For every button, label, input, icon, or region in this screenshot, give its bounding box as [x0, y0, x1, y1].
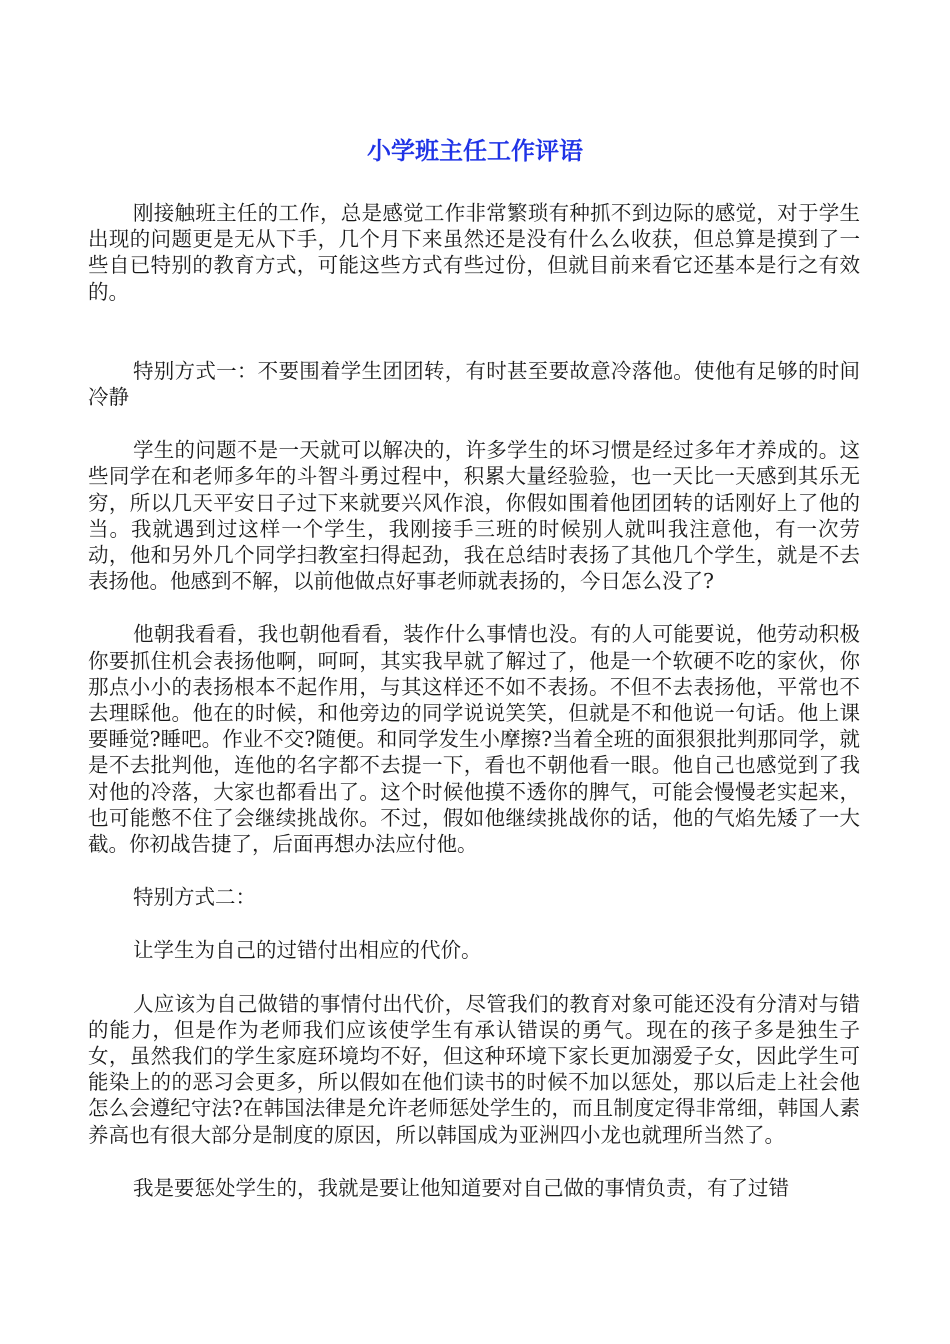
document-body [88, 200, 860, 1201]
paragraph: 让学生为自己的过错付出相应的代价。 [133, 938, 482, 963]
document-title: 小学班主任工作评语 [367, 137, 583, 165]
paragraph: 刚接触班主任的工作，总是感觉工作非常繁琐有种抓不到边际的感觉，对于学生出现的问题更是无从下手，几个月下来虽然还是没有什么么收获，但总算是摸到了一些自已特别的教育方式，可能这些方式有些过份，但就目前来看它还基本是行之有效的。 [88, 201, 860, 304]
paragraph: 特别方式二： [133, 885, 256, 910]
paragraph: 人应该为自己做错的事情付出代价，尽管我们的教育对象可能还没有分清对与错的能力，但是作为老师我们应该使学生有承认错误的勇气。现在的孩子多是独生子女，虽然我们的学生家庭环境均不好，但这种环境下家长更加溺爱子女，因此学生可能染上的的恶习会更多，所以假如在他们读书的时候不加以惩处，那以后走上社会他怎么会遵纪守法?在韩国法律是允许老师惩处学生的，而且制度定得非常细，韩国人素养高也有很大部分是制度的原因，所以韩国成为亚洲四小龙也就理所当然了。 [88, 991, 860, 1147]
paragraph: 他朝我看看，我也朝他看看，装作什么事情也没。有的人可能要说，他劳动积极你要抓住机会表扬他啊，呵呵，其实我早就了解过了，他是一个软硬不吃的家伙，你那点小小的表扬根本不起作用，与其这样还不如不表扬。不但不去表扬他，平常也不去理睬他。他在的时候，和他旁边的同学说说笑笑，但就是不和他说一句话。他上课要睡觉?睡吧。作业不交?随便。和同学发生小摩擦?当着全班的面狠狠批判那同学，就是不去批判他，连他的名字都不去提一下，看也不朝他看一眼。他自己也感觉到了我对他的冷落，大家也都看出了。这个时候他摸不透你的脾气，可能会慢慢老实起来，也可能憋不住了会继续挑战你。不过，假如他继续挑战你的话，他的气焰先矮了一大截。你初战告捷了，后面再想办法应付他。 [88, 622, 860, 857]
paragraph: 我是要惩处学生的，我就是要让他知道要对自己做的事情负责，有了过错 [133, 1175, 789, 1200]
paragraph: 学生的问题不是一天就可以解决的，许多学生的坏习惯是经过多年才养成的。这些同学在和老师多年的斗智斗勇过程中，积累大量经验验，也一天比一天感到其乐无穷，所以几天平安日子过下来就要兴风作浪，你假如围着他团团转的话刚好上了他的当。我就遇到过这样一个学生，我刚接手三班的时候别人就叫我注意他，有一次劳动，他和另外几个同学扫教室扫得起劲，我在总结时表扬了其他几个学生，就是不去表扬他。他感到不解，以前他做点好事老师就表扬的，今日怎么没了? [88, 438, 860, 594]
paragraph: 特别方式一：不要围着学生团团转，有时甚至要故意冷落他。使他有足够的时间冷静 [88, 358, 860, 410]
